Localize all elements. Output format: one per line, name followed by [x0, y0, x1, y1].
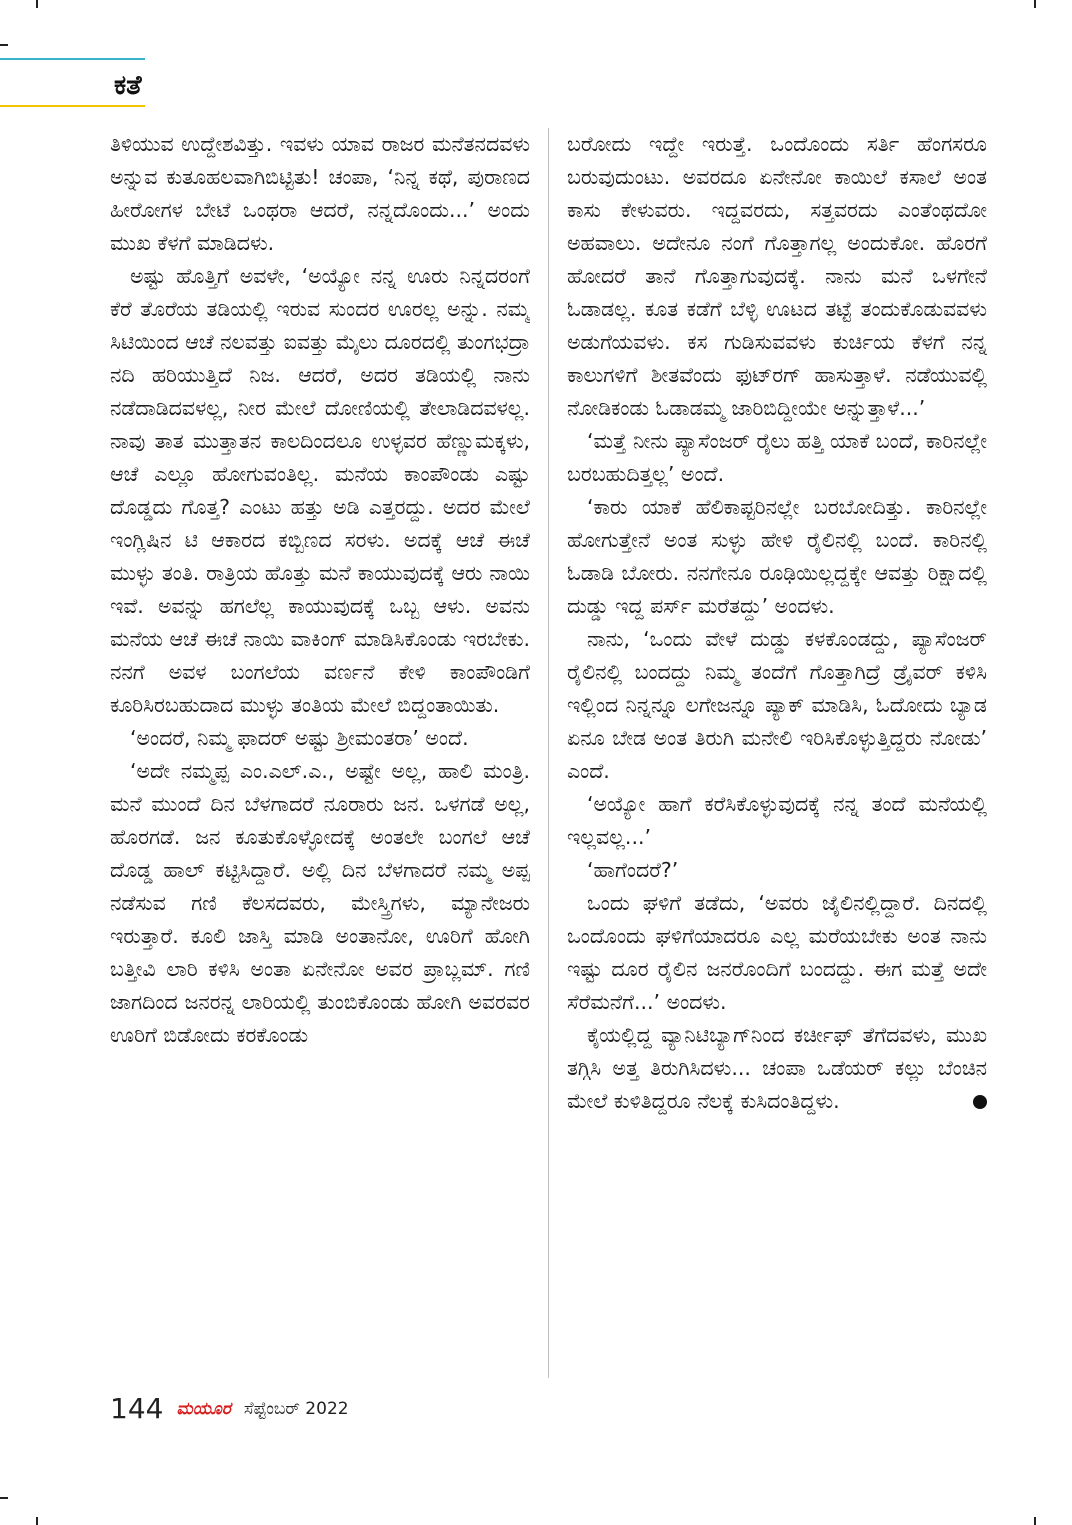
crop-mark	[1034, 1517, 1036, 1525]
page-footer	[110, 1392, 349, 1425]
last-paragraph-text: ಕೈಯಲ್ಲಿದ್ದ ವ್ಯಾನಿಟಿಬ್ಯಾಗ್‌ನಿಂದ ಕರ್ಚೀಫ್ ತೆಗೆದವಳು, ಮುಖ ತಗ್ಗಿಸಿ ಅತ್ತ ತಿರುಗಿಸಿದಳು... ಚಂಪಾ ಒಡೆಯರ್ ಕಲ್ಲು ಬೆಂಚಿನ ಮೇಲೆ ಕುಳಿತಿದ್ದರೂ ನೆಲಕ್ಕೆ ಕುಸಿದಂತಿದ್ದಳು.	[567, 1023, 987, 1113]
paragraph: ‘ಅಂದರೆ, ನಿಮ್ಮ ಫಾದರ್ ಅಷ್ಟು ಶ್ರೀಮಂತರಾ’ ಅಂದೆ.	[130, 726, 469, 750]
paragraph-last	[567, 1019, 987, 1118]
paragraph: ‘ಕಾರು ಯಾಕೆ ಹೆಲಿಕಾಪ್ಟರಿನಲ್ಲೇ ಬರಬೋದಿತ್ತು. ಕಾರಿನಲ್ಲೇ ಹೋಗುತ್ತೇನೆ ಅಂತ ಸುಳ್ಳು ಹೇಳಿ ರೈಲಿನಲ್ಲಿ ಬಂದೆ. ಕಾರಿನಲ್ಲಿ ಓಡಾಡಿ ಬೋರು. ನನಗೇನೂ ರೂಢಿಯಿಲ್ಲದ್ದಕ್ಕೇ ಆವತ್ತು ರಿಕ್ಷಾದಲ್ಲಿ ದುಡ್ಡು ಇದ್ದ ಪರ್ಸ್ ಮರೆತದ್ದು’ ಅಂದಳು.	[567, 495, 987, 618]
section-title: ಕತೆ	[114, 70, 142, 101]
paragraph: ಬರೋದು ಇದ್ದೇ ಇರುತ್ತೆ. ಒಂದೊಂದು ಸರ್ತಿ ಹೆಂಗಸರೂ ಬರುವುದುಂಟು. ಅವರದೂ ಏನೇನೋ ಕಾಯಿಲೆ ಕಸಾಲೆ ಅಂತ ಕಾಸು ಕೇಳುವರು. ಇದ್ದವರದು, ಸತ್ತವರದು ಎಂತೆಂಥದೋ ಅಹವಾಲು. ಅದೇನೂ ನಂಗೆ ಗೊತ್ತಾಗಲ್ಲ ಅಂದುಕೋ. ಹೊರಗೆ ಹೋದರೆ ತಾನೆ ಗೊತ್ತಾಗುವುದಕ್ಕೆ. ನಾನು ಮನೆ ಒಳಗೇನೆ ಓಡಾಡಲ್ಲ. ಕೂತ ಕಡೆಗೆ ಬೆಳ್ಳಿ ಊಟದ ತಟ್ಟೆ ತಂದುಕೊಡುವವಳು ಅಡುಗೆಯವಳು. ಕಸ ಗುಡಿಸುವವಳು ಕುರ್ಚಿಯ ಕೆಳಗೆ ನನ್ನ ಕಾಲುಗಳಿಗೆ ಶೀತವೆಂದು ಫುಟ್‌ರಗ್ ಹಾಸುತ್ತಾಳೆ. ನಡೆಯುವಲ್ಲಿ ನೋಡಿಕಂಡು ಓಡಾಡಮ್ಮ ಜಾರಿಬಿದ್ದೀಯೇ ಅನ್ನುತ್ತಾಳೆ...’	[567, 132, 987, 420]
paragraph: ತಿಳಿಯುವ ಉದ್ದೇಶವಿತ್ತು. ಇವಳು ಯಾವ ರಾಜರ ಮನೆತನದವಳು ಅನ್ನುವ ಕುತೂಹಲವಾಗಿಬಿಟ್ಟಿತು! ಚಂಪಾ, ‘ನಿನ್ನ ಕಥೆ, ಪುರಾಣದ ಹೀರೋಗಳ ಬೇಟೆ ಒಂಥರಾ ಆದರೆ, ನನ್ನದೊಂದು...’ ಅಂದು ಮುಖ ಕೆಳಗೆ ಮಾಡಿದಳು.	[110, 132, 530, 255]
paragraph: ‘ಮತ್ತೆ ನೀನು ಪ್ಯಾಸೆಂಜರ್ ರೈಲು ಹತ್ತಿ ಯಾಕೆ ಬಂದೆ, ಕಾರಿನಲ್ಲೇ ಬರಬಹುದಿತ್ತಲ್ಲ’ ಅಂದೆ.	[567, 429, 987, 486]
crop-mark	[36, 0, 38, 8]
crop-mark	[0, 44, 8, 46]
paragraph: ‘ಅದೇ ನಮ್ಮಪ್ಪ ಎಂ.ಎಲ್.ಎ., ಅಷ್ಟೇ ಅಲ್ಲ, ಹಾಲಿ ಮಂತ್ರಿ. ಮನೆ ಮುಂದೆ ದಿನ ಬೆಳಗಾದರೆ ನೂರಾರು ಜನ. ಒಳಗಡೆ ಅಲ್ಲ, ಹೊರಗಡೆ. ಜನ ಕೂತುಕೊಳ್ಳೋದಕ್ಕೆ ಅಂತಲೇ ಬಂಗಲೆ ಆಚೆ ದೊಡ್ಡ ಹಾಲ್ ಕಟ್ಟಿಸಿದ್ದಾರೆ. ಅಲ್ಲಿ ದಿನ ಬೆಳಗಾದರೆ ನಮ್ಮ ಅಪ್ಪ ನಡೆಸುವ ಗಣಿ ಕೆಲಸದವರು, ಮೇಸ್ತ್ರಿಗಳು, ಮ್ಯಾನೇಜರು ಇರುತ್ತಾರೆ. ಕೂಲಿ ಜಾಸ್ತಿ ಮಾಡಿ ಅಂತಾನೋ, ಊರಿಗೆ ಹೋಗಿ ಬತ್ತೀವಿ ಲಾರಿ ಕಳಿಸಿ ಅಂತಾ ಏನೇನೋ ಅವರ ಪ್ರಾಬ್ಲಮ್. ಗಣಿ ಜಾಗದಿಂದ ಜನರನ್ನ ಲಾರಿಯಲ್ಲಿ ತುಂಬಿಕೊಂಡು ಹೋಗಿ ಅವರವರ ಊರಿಗೆ ಬಿಡೋದು ಕರಕೊಂಡು	[110, 759, 530, 1047]
magazine-logo: ಮಯೂರ	[176, 1398, 231, 1419]
article-column-right	[567, 128, 987, 1383]
paragraph: ಅಷ್ಟು ಹೊತ್ತಿಗೆ ಅವಳೇ, ‘ಅಯ್ಯೋ ನನ್ನ ಊರು ನಿನ್ನದರಂಗೆ ಕೆರೆ ತೊರೆಯ ತಡಿಯಲ್ಲಿ ಇರುವ ಸುಂದರ ಊರಲ್ಲ ಅನ್ನು. ನಮ್ಮ ಸಿಟಿಯಿಂದ ಆಚೆ ನಲವತ್ತು ಐವತ್ತು ಮೈಲು ದೂರದಲ್ಲಿ ತುಂಗಭದ್ರಾ ನದಿ ಹರಿಯುತ್ತಿದೆ ನಿಜ. ಆದರೆ, ಅದರ ತಡಿಯಲ್ಲಿ ನಾನು ನಡೆದಾಡಿದವಳಲ್ಲ, ನೀರ ಮೇಲೆ ದೋಣಿಯಲ್ಲಿ ತೇಲಾಡಿದವಳಲ್ಲ. ನಾವು ತಾತ ಮುತ್ತಾತನ ಕಾಲದಿಂದಲೂ ಉಳ್ಳವರ ಹೆಣ್ಣುಮಕ್ಕಳು, ಆಚೆ ಎಲ್ಲೂ ಹೋಗುವಂತಿಲ್ಲ. ಮನೆಯ ಕಾಂಪೌಂಡು ಎಷ್ಟು ದೊಡ್ಡದು ಗೊತ್ತ? ಎಂಟು ಹತ್ತು ಅಡಿ ಎತ್ತರದ್ದು. ಅದರ ಮೇಲೆ ಇಂಗ್ಲಿಷಿನ ಟಿ ಆಕಾರದ ಕಬ್ಬಿಣದ ಸರಳು. ಅದಕ್ಕೆ ಆಚೆ ಈಚೆ ಮುಳ್ಳು ತಂತಿ. ರಾತ್ರಿಯ ಹೊತ್ತು ಮನೆ ಕಾಯುವುದಕ್ಕೆ ಆರು ನಾಯಿ ಇವೆ. ಅವನ್ನು ಹಗಲೆಲ್ಲ ಕಾಯುವುದಕ್ಕೆ ಒಬ್ಬ ಆಳು. ಅವನು ಮನೆಯ ಆಚೆ ಈಚೆ ನಾಯಿ ವಾಕಿಂಗ್ ಮಾಡಿಸಿಕೊಂಡು ಇರಬೇಕು. ನನಗೆ ಅವಳ ಬಂಗಲೆಯ ವರ್ಣನೆ ಕೇಳಿ ಕಾಂಪೌಂಡಿಗೆ ಕೂರಿಸಿರಬಹುದಾದ ಮುಳ್ಳು ತಂತಿಯ ಮೇಲೆ ಬಿದ್ದಂತಾಯಿತು.	[110, 264, 530, 717]
crop-mark	[1034, 0, 1036, 8]
paragraph: ಒಂದು ಘಳಿಗೆ ತಡೆದು, ‘ಅವರು ಜೈಲಿನಲ್ಲಿದ್ದಾರೆ. ದಿನದಲ್ಲಿ ಒಂದೊಂದು ಘಳಿಗೆಯಾದರೂ ಎಲ್ಲ ಮರೆಯಬೇಕು ಅಂತ ನಾನು ಇಷ್ಟು ದೂರ ರೈಲಿನ ಜನರೊಂದಿಗೆ ಬಂದದ್ದು. ಈಗ ಮತ್ತೆ ಅದೇ ಸೆರೆಮನೆಗೆ...’ ಅಂದಳು.	[567, 891, 987, 1014]
article-column-left	[110, 128, 530, 1383]
paragraph: ‘ಅಯ್ಯೋ ಹಾಗೆ ಕರೆಸಿಕೊಳ್ಳುವುದಕ್ಕೆ ನನ್ನ ತಂದೆ ಮನೆಯಲ್ಲಿ ಇಲ್ಲವಲ್ಲ...’	[567, 792, 987, 849]
paragraph: ‘ಹಾಗೆಂದರೆ?’	[587, 858, 679, 882]
section-accent-line-top	[0, 58, 145, 60]
crop-mark	[0, 1497, 8, 1499]
section-accent-line-bottom	[0, 105, 145, 107]
paragraph: ನಾನು, ‘ಒಂದು ವೇಳೆ ದುಡ್ಡು ಕಳಕೊಂಡದ್ದು, ಪ್ಯಾಸೆಂಜರ್ ರೈಲಿನಲ್ಲಿ ಬಂದದ್ದು ನಿಮ್ಮ ತಂದೆಗೆ ಗೊತ್ತಾಗಿದ್ರೆ ಡ್ರೈವರ್ ಕಳಿಸಿ ಇಲ್ಲಿಂದ ನಿನ್ನನ್ನೂ ಲಗೇಜನ್ನೂ ಪ್ಯಾಕ್ ಮಾಡಿಸಿ, ಓದೋದು ಬ್ಯಾಡ ಏನೂ ಬೇಡ ಅಂತ ತಿರುಗಿ ಮನೇಲಿ ಇರಿಸಿಕೊಳ್ಳುತ್ತಿದ್ದರು ನೋಡು’ ಎಂದೆ.	[567, 627, 987, 783]
column-divider	[548, 128, 549, 1378]
end-of-story-icon	[973, 1095, 987, 1109]
page-number: 144	[110, 1392, 164, 1425]
crop-mark	[36, 1517, 38, 1525]
issue-date: ಸೆಪ್ಟೆಂಬರ್ 2022	[243, 1398, 349, 1419]
